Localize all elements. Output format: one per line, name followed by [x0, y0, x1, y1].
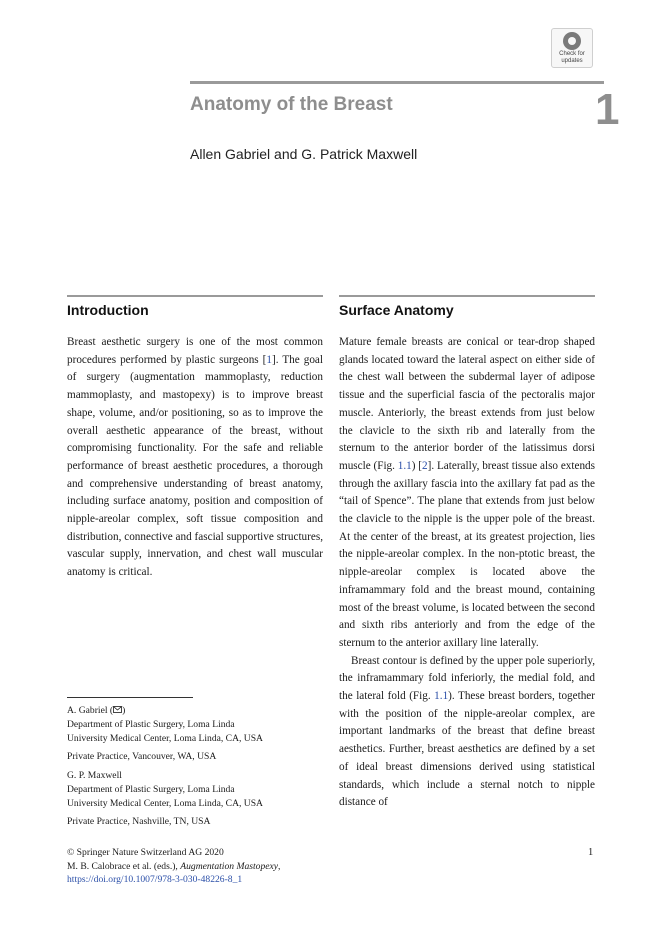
surface-anatomy-paragraph-2 — [339, 653, 595, 812]
figure-link[interactable]: 1.1 — [397, 459, 412, 472]
surface-anatomy-paragraph-1 — [339, 334, 595, 653]
page-number: 1 — [588, 847, 594, 858]
book-title: Augmentation Mastopexy — [180, 860, 279, 872]
update-icon — [563, 32, 581, 50]
section-rule-left — [67, 295, 323, 297]
introduction-paragraph — [67, 334, 323, 582]
text-run: ) [ — [411, 459, 423, 472]
author-affiliation-1 — [67, 704, 337, 746]
citation-link[interactable]: 2 — [422, 459, 428, 472]
text-run: Breast contour is defined by the upper pole superiorly, the inframammary fold inferiorly, the medial fold, and the lateral fold (Fig. — [339, 654, 595, 703]
doi-link[interactable]: https://doi.org/10.1007/978-3-030-48226-8_1 — [67, 874, 243, 885]
chapter-authors: Allen Gabriel and G. Patrick Maxwell — [190, 146, 418, 162]
text-run: M. B. Calobrace et al. (eds.), — [67, 860, 181, 872]
citation — [67, 860, 280, 874]
chapter-number: 1 — [595, 85, 620, 134]
text-run: ). These breast borders, together with the position of the nipple-areolar complex, are important landmarks of the breast that define breast aesthetics. Further, breast aesthetics are defined by a set of ideal breast dimensions derived using statistical standards, which include a sternal notch to nipple distance of — [339, 690, 595, 809]
author-name: G. P. Maxwell — [67, 770, 122, 781]
author-affiliation-2 — [67, 769, 337, 811]
figure-link[interactable]: 1.1 — [434, 690, 449, 703]
text-run: ]. The goal of surgery (augmentation mammoplasty, reduction mammoplasty, and mastopexy) is to improve breast shape, volume, and/or positioning, so as to improve the overall aesthetic appearance of the breast, without compromising functionality. For the safe and reliable performance of breast aesthetic procedures, a thorough and comprehensive understanding of breast anatomy, including surface anatomy, position and composition of nipple-areolar complex, soft tissue composition and distribution, connective and fascial supportive structures, vascular supply, innervation, and chest wall muscular anatomy is critical. — [67, 353, 323, 579]
footnote-rule — [67, 697, 193, 698]
check-for-updates-badge[interactable] — [551, 28, 593, 68]
text-run: Breast aesthetic surgery is one of the most common procedures performed by plastic surgeons [ — [67, 336, 323, 366]
section-heading-surface-anatomy: Surface Anatomy — [339, 302, 454, 318]
affiliation-line: University Medical Center, Loma Linda, CA, USA — [67, 733, 263, 744]
surface-anatomy-body — [339, 334, 595, 812]
citation-link[interactable]: 1 — [266, 353, 272, 366]
text-run: Mature female breasts are conical or tear-drop shaped glands located toward the lateral aspect on either side of the chest wall between the subdermal layer of adipose tissue and the superficial fascia of the pectoralis major muscle. Anteriorly, the breast extends from just below the clavicle to the sixth rib and laterally from the sternum to the anterior border of the latissimus dorsi muscle (Fig. — [339, 336, 595, 472]
section-rule-right — [339, 295, 595, 297]
badge-text-2: updates — [561, 58, 583, 64]
introduction-body — [67, 334, 323, 582]
author-practice-1: Private Practice, Vancouver, WA, USA — [67, 751, 217, 762]
badge-text-1: Check for — [559, 51, 585, 57]
copyright: © Springer Nature Switzerland AG 2020 — [67, 847, 224, 858]
text-run: ) — [122, 705, 126, 716]
affiliation-line: Department of Plastic Surgery, Loma Linda — [67, 784, 235, 795]
author-practice-2: Private Practice, Nashville, TN, USA — [67, 816, 211, 827]
affiliation-line: Department of Plastic Surgery, Loma Linda — [67, 719, 235, 730]
text-run: ]. Laterally, breast tissue also extends through the axillary fascia into the axillary fat pad as the “tail of Spence”. The plane that extends from just below the clavicle to the nipple is the upper pole of the breast. At the center of the breast, at its greatest projection, lies the nipple-areolar complex. In the non-ptotic breast, the nipple-areolar complex is located above the inframammary fold and the breast mound, containing most of the breast volume, is located between the second and sixth ribs anteriorly and from the edge of the sternum to the anterior axillary line laterally. — [339, 459, 596, 649]
section-heading-introduction: Introduction — [67, 302, 149, 318]
envelope-icon[interactable] — [113, 706, 122, 713]
affiliation-line: University Medical Center, Loma Linda, CA, USA — [67, 798, 263, 809]
title-rule — [190, 81, 604, 84]
author-name: A. Gabriel ( — [67, 705, 114, 716]
chapter-title: Anatomy of the Breast — [190, 94, 393, 115]
page-footer — [67, 846, 280, 887]
text-run: , — [278, 860, 281, 872]
